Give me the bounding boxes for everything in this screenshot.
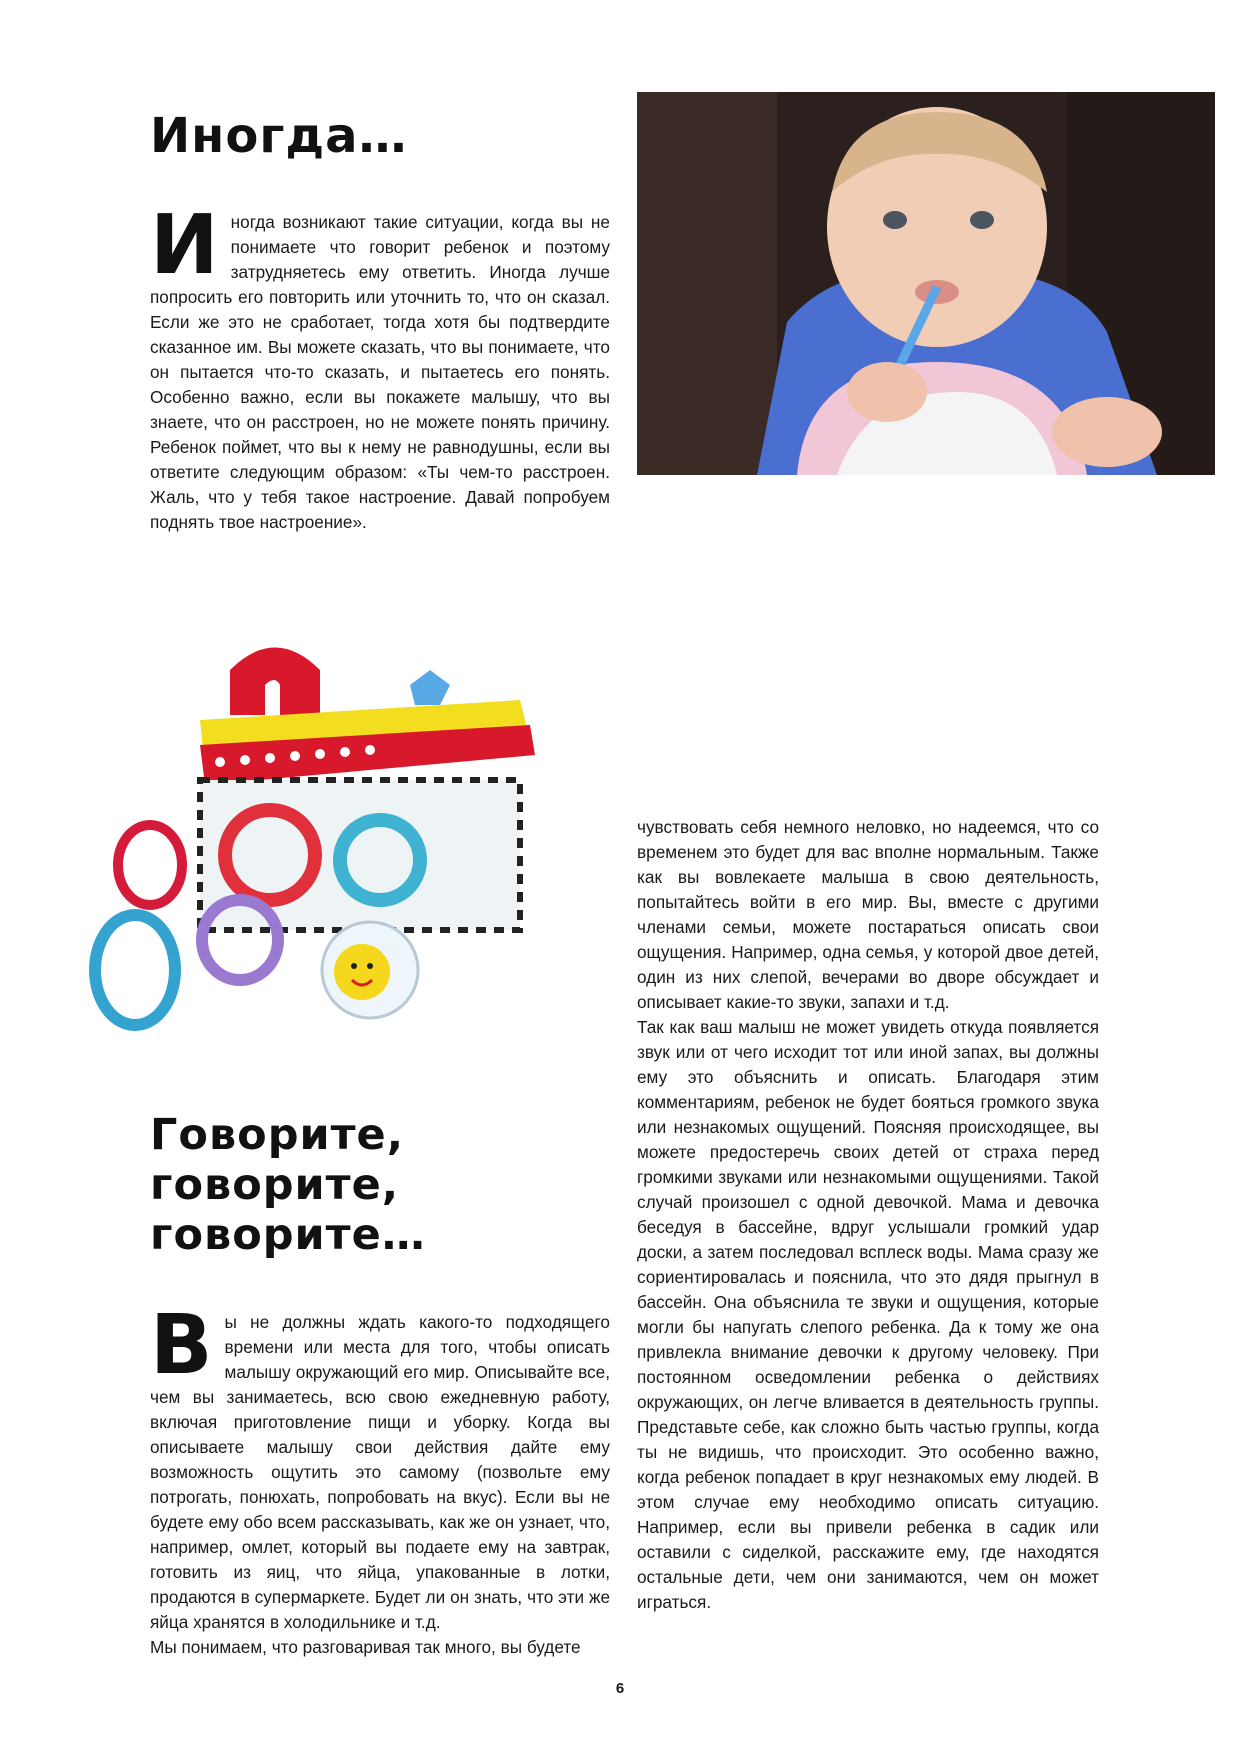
section-talk-text-continued — [637, 815, 1099, 1615]
paragraph: ы не должны ждать какого-то подходящего времени или места для того, чтобы описать малышу окружающий его мир. Описывайте все, чем вы занимаетесь, всю свою ежедневную работу, включая приготовление пищи и уборку. Когда вы описываете малышу свои действия дайте ему возможность ощутить это самому (позвольте ему потрогать, понюхать, попробовать на вкус). Если вы не будете ему обо всем рассказывать, как же он узнает, что, например, омлет, который вы подаете ему на завтрак, готовить из яиц, что яйца, упакованные в лотки, продаются в супермаркете. Будет ли он знать, что эти же яйца хранятся в холодильнике и т.д. — [150, 1312, 610, 1632]
section-talk-text — [150, 1298, 610, 1660]
paragraph: Так как ваш малыш не может увидеть откуда появляется звук или от чего исходит тот или иной запах, вы должны ему это объяснить и описать. Благодаря этим комментариям, ребенок не будет бояться громкого звука или незнакомых ощущений. Поясняя происходящее, вы можете предостеречь своих детей от страха перед громкими звуками или незнакомыми ощущениями. Такой случай произошел с одной девочкой. Мама и девочка беседуя в бассейне, вдруг услышали громкий удар доски, а затем последовал всплеск воды. Мама сразу же сориентировалась и пояснила, что это дядя прыгнул в бассейн. Она объяснила те звуки и ощущения, которые могли бы напугать слепого ребенка. Да к тому же она привлекла внимание девочки к другому человеку. При постоянном осведомлении ребенка о действиях окружающих, он легче вливается в деятельность группы. Представьте себе, как сложно быть частью группы, когда ты не видишь, что происходит. Это особенно важно, когда ребенок попадает в круг незнакомых ему людей. В этом случае ему необходимо описать ситуацию. Например, если вы привели ребенка в садик или оставили с сиделкой, расскажите ему, где находятся остальные дети, чем они занимаются, чем он может играться. — [637, 1017, 1099, 1612]
toy-illustration — [80, 640, 600, 1090]
paragraph: ногда возникают такие ситуации, когда вы не понимаете что говорит ребенок и поэтому затрудняетесь ему ответить. Иногда лучше попросить его повторить или уточнить то, что он сказал. Если же это не сработает, тогда хотя бы подтвердите сказанное им. Вы можете сказать, что вы понимаете, что он пытается что-то сказать, и пытаетесь его понять. Особенно важно, если вы покажете малышу, что вы знаете, что он расстроен, но не можете понять причину. Ребенок поймет, что вы к нему не равнодушны, если вы ответите следующим образом: «Ты чем-то расстроен. Жаль, что у тебя такое настроение. Давай попробуем поднять твое настроение». — [150, 212, 610, 532]
paragraph: чувствовать себя немного неловко, но надеемся, что со временем это будет для вас вполне нормальным. Также как вы вовлекаете малыша в свою деятельность, попытайтесь войти в его мир. Вы, вместе с другими членами семьи, можете постараться описать свои ощущения. Например, одна семья, у которой двое детей, один из них слепой, вечерами во дворе обсуждает и описывает какие-то звуки, запахи и т.д. — [637, 817, 1099, 1012]
baby-illustration — [637, 92, 1215, 475]
section-sometimes-text — [150, 198, 610, 535]
page-number: 6 — [615, 1680, 625, 1697]
toy-photo — [80, 640, 600, 1090]
drop-cap: В — [150, 1298, 213, 1393]
section-title-sometimes: Иногда… — [150, 108, 408, 164]
drop-cap: И — [150, 198, 219, 293]
paragraph: Мы понимаем, что разговаривая так много, вы будете — [150, 1637, 581, 1657]
section-title-talk: Говорите, говорите, говорите… — [150, 1110, 426, 1260]
baby-photo — [637, 92, 1215, 475]
